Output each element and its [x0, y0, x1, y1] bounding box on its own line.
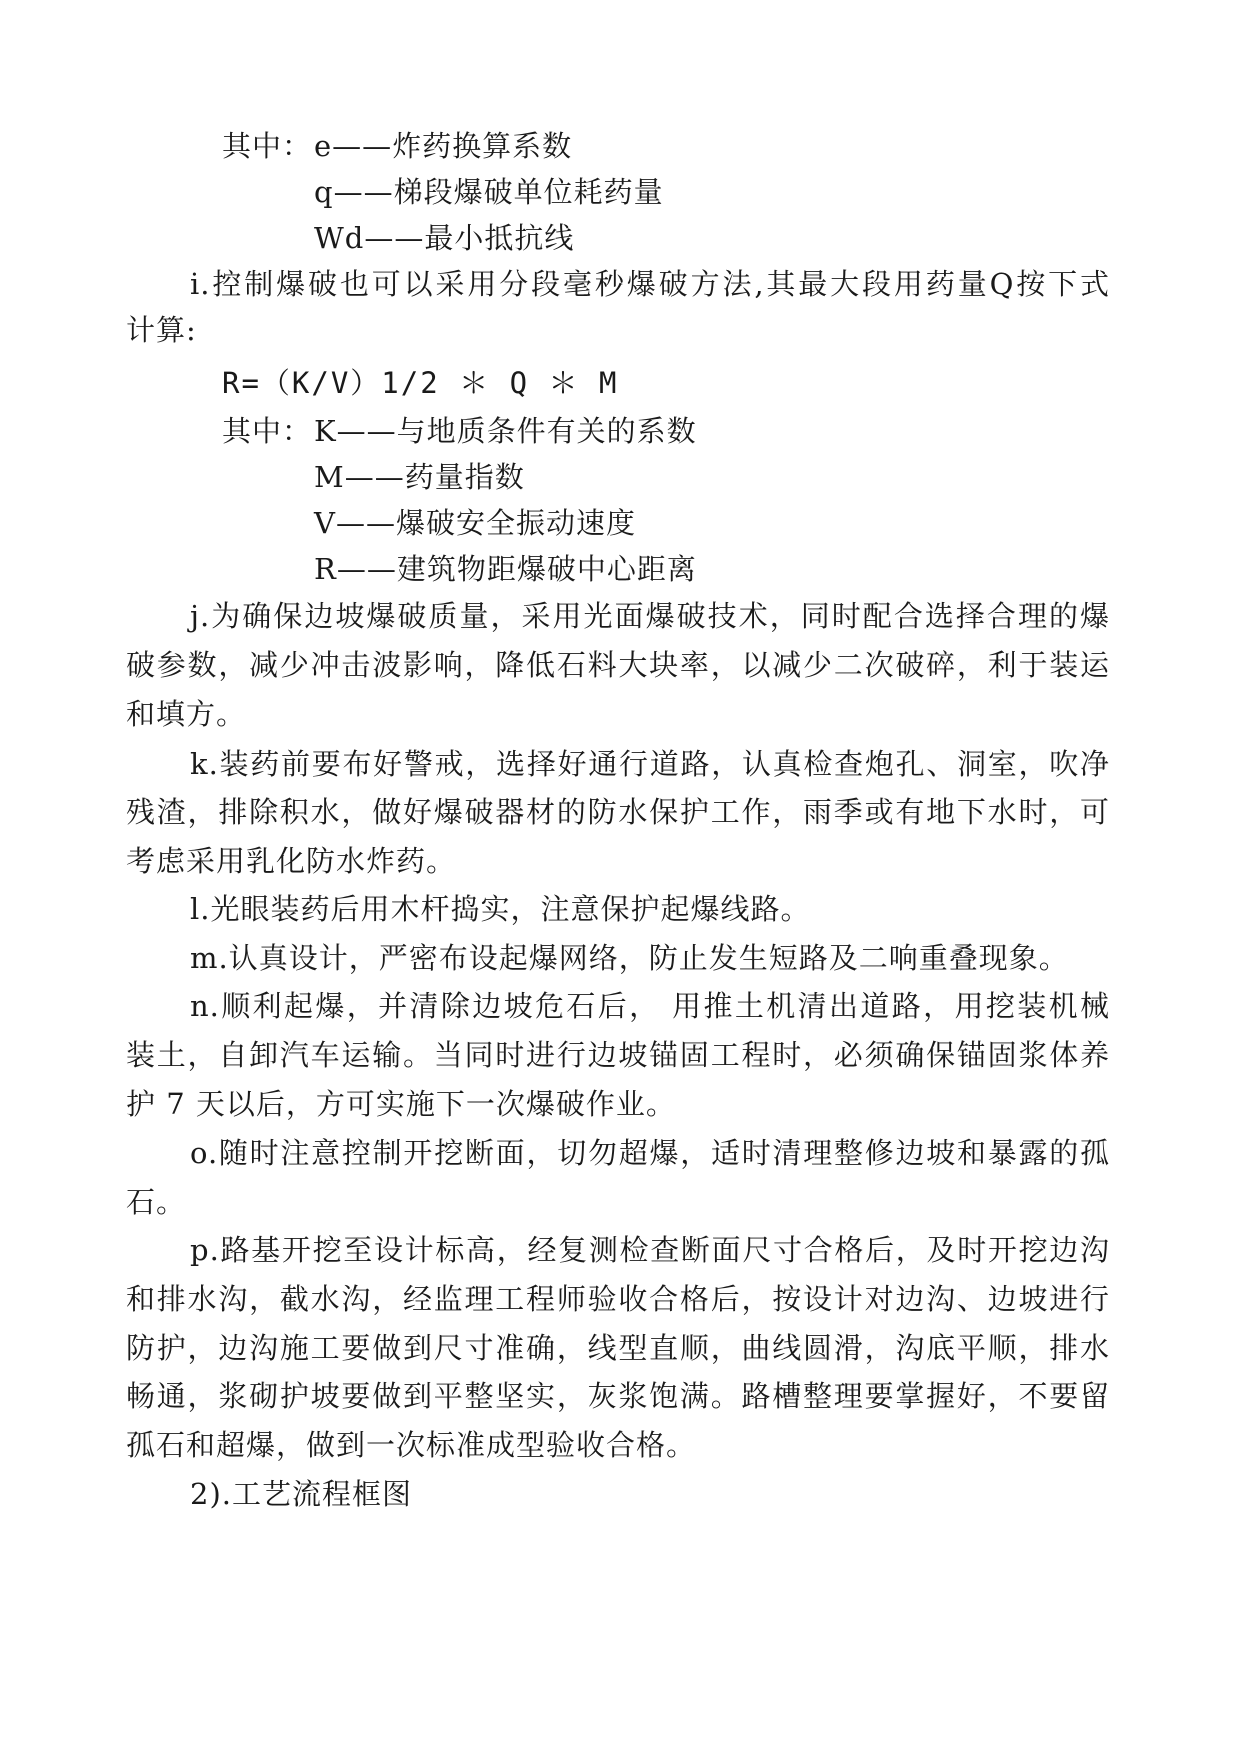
- paragraph-p-line-2: 和排水沟，截水沟，经监理工程师验收合格后，按设计对边沟、边坡进行: [126, 1282, 1110, 1316]
- paragraph-i-line-2: 计算:: [126, 313, 197, 347]
- where-label-2: 其中：: [222, 414, 313, 448]
- definition-r: R——建筑物距爆破中心距离: [314, 552, 697, 586]
- paragraph-l: l.光眼装药后用木杆捣实，注意保护起爆线路。: [190, 892, 811, 926]
- paragraph-m: m.认真设计，严密布设起爆网络，防止发生短路及二响重叠现象。: [190, 941, 1069, 975]
- definition-e: e——炸药换算系数: [314, 129, 573, 163]
- definition-wd: Wd——最小抵抗线: [314, 221, 575, 255]
- section-heading-process-flowchart: 2).工艺流程框图: [190, 1477, 412, 1511]
- paragraph-p-line-1: p.路基开挖至设计标高，经复测检查断面尺寸合格后，及时开挖边沟: [190, 1233, 1110, 1267]
- formula: R=（K/V）1/2 ＊ Q ＊ M: [222, 366, 619, 400]
- paragraph-k-line-1: k.装药前要布好警戒，选择好通行道路，认真检查炮孔、洞室，吹净: [190, 747, 1110, 781]
- paragraph-o-line-1: o.随时注意控制开挖断面，切勿超爆，适时清理整修边坡和暴露的孤: [190, 1136, 1110, 1170]
- paragraph-j-line-3: 和填方。: [126, 697, 247, 731]
- paragraph-n-line-1: n.顺利起爆，并清除边坡危石后， 用推土机清出道路，用挖装机械: [190, 989, 1110, 1023]
- paragraph-p-line-3: 防护，边沟施工要做到尺寸准确，线型直顺，曲线圆滑，沟底平顺，排水: [126, 1331, 1110, 1365]
- definition-m: M——药量指数: [314, 460, 525, 494]
- paragraph-k-line-2: 残渣，排除积水，做好爆破器材的防水保护工作，雨季或有地下水时，可: [126, 795, 1110, 829]
- paragraph-j-line-1: j.为确保边坡爆破质量，采用光面爆破技术，同时配合选择合理的爆: [190, 599, 1110, 633]
- definition-k: K——与地质条件有关的系数: [314, 414, 697, 448]
- definition-v: V——爆破安全振动速度: [314, 506, 636, 540]
- where-label-1: 其中：: [222, 129, 313, 163]
- paragraph-j-line-2: 破参数，减少冲击波影响，降低石料大块率，以减少二次破碎，利于装运: [126, 648, 1110, 682]
- paragraph-p-line-4: 畅通，浆砌护坡要做到平整坚实，灰浆饱满。路槽整理要掌握好，不要留: [126, 1379, 1110, 1413]
- definition-q: q——梯段爆破单位耗药量: [314, 175, 664, 209]
- paragraph-n-line-3: 护 7 天以后，方可实施下一次爆破作业。: [126, 1087, 676, 1121]
- paragraph-i-line-1: i.控制爆破也可以采用分段毫秒爆破方法,其最大段用药量Q按下式: [190, 267, 1110, 301]
- paragraph-k-line-3: 考虑采用乳化防水炸药。: [126, 844, 457, 878]
- paragraph-o-line-2: 石。: [126, 1185, 187, 1219]
- paragraph-n-line-2: 装土，自卸汽车运输。当同时进行边坡锚固工程时，必须确保锚固浆体养: [126, 1038, 1110, 1072]
- paragraph-p-line-5: 孤石和超爆，做到一次标准成型验收合格。: [126, 1428, 697, 1462]
